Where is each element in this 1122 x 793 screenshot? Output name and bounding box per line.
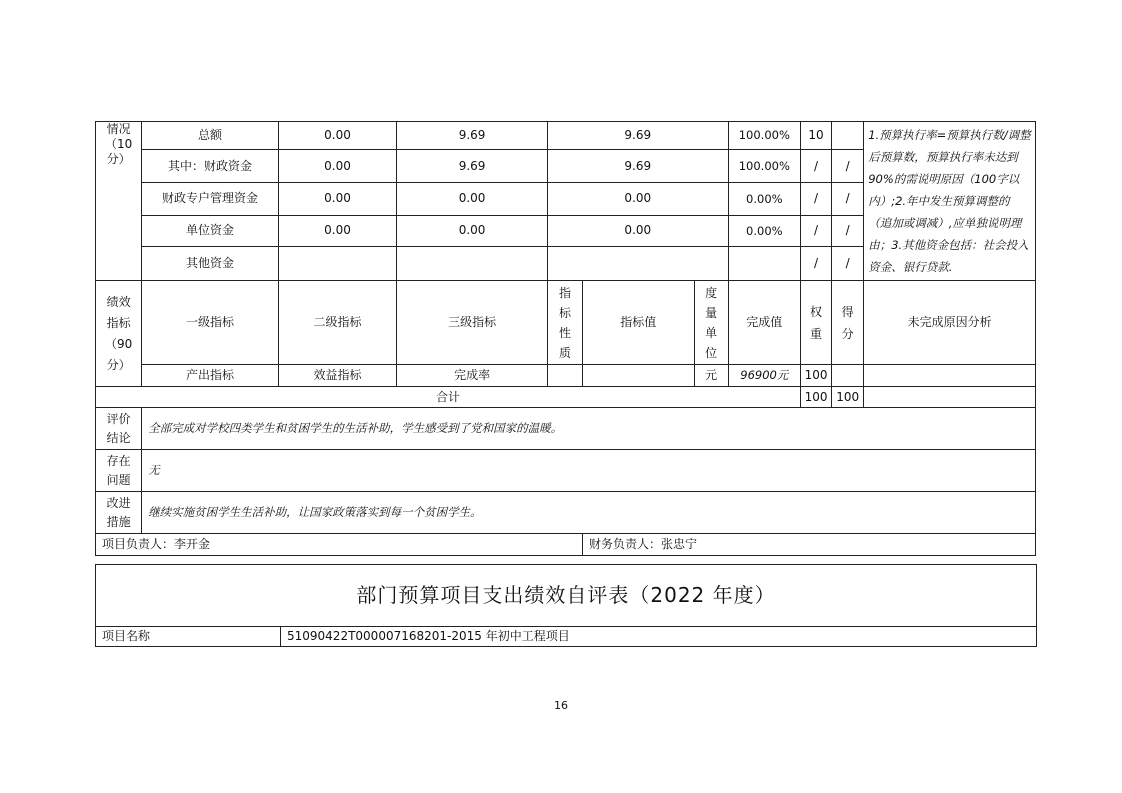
conclusion-row xyxy=(96,408,1036,450)
project-name-label: 项目名称 xyxy=(96,627,281,647)
perf-level1: 产出指标 xyxy=(142,365,279,387)
budget-rate: 0.00% xyxy=(728,215,800,247)
conclusion-text: 全部完成对学校四类学生和贫困学生的生活补助，学生感受到了党和国家的温暖。 xyxy=(142,408,1036,450)
problems-text: 无 xyxy=(142,450,1036,492)
perf-data-row xyxy=(96,365,1036,387)
perf-unit: 元 xyxy=(694,365,728,387)
total-score: 100 xyxy=(832,387,864,408)
budget-c2: 9.69 xyxy=(397,122,548,150)
perf-reason xyxy=(864,365,1036,387)
budget-weight: 10 xyxy=(800,122,831,150)
improve-text: 继续实施贫困学生生活补助，让国家政策落实到每一个贫困学生。 xyxy=(142,492,1036,534)
perf-value xyxy=(583,365,694,387)
header-value: 指标值 xyxy=(583,281,694,365)
page-number: 16 xyxy=(554,699,568,712)
budget-c1: 0.00 xyxy=(278,150,397,183)
budget-weight: / xyxy=(800,182,831,215)
form2-table xyxy=(95,564,1037,647)
project-owner: 项目负责人：李开金 xyxy=(96,534,583,556)
header-level3: 三级指标 xyxy=(397,281,548,365)
budget-section-label: 情况 （10 分） xyxy=(96,122,142,281)
header-weight: 权 重 xyxy=(800,281,831,365)
perf-section-label: 绩效 指标 （90 分） xyxy=(96,281,142,387)
budget-rate: 100.00% xyxy=(728,150,800,183)
budget-name: 其他资金 xyxy=(142,247,279,281)
header-score: 得 分 xyxy=(832,281,864,365)
budget-rate: 0.00% xyxy=(728,182,800,215)
budget-c1: 0.00 xyxy=(278,182,397,215)
total-label: 合计 xyxy=(96,387,801,408)
header-nature: 指 标 性 质 xyxy=(547,281,582,365)
budget-c1: 0.00 xyxy=(278,122,397,150)
budget-weight: / xyxy=(800,150,831,183)
perf-level2: 效益指标 xyxy=(278,365,397,387)
improve-row xyxy=(96,492,1036,534)
budget-name: 财政专户管理资金 xyxy=(142,182,279,215)
budget-c3: 9.69 xyxy=(547,122,728,150)
budget-score: / xyxy=(832,150,864,183)
budget-row xyxy=(96,122,1036,150)
header-level1: 一级指标 xyxy=(142,281,279,365)
budget-c3: 9.69 xyxy=(547,150,728,183)
budget-c2: 0.00 xyxy=(397,215,548,247)
total-reason xyxy=(864,387,1036,408)
budget-weight: / xyxy=(800,215,831,247)
budget-c3: 0.00 xyxy=(547,182,728,215)
form2-title: 部门预算项目支出绩效自评表（2022 年度） xyxy=(96,565,1037,627)
header-level2: 二级指标 xyxy=(278,281,397,365)
budget-c3: 0.00 xyxy=(547,215,728,247)
improve-label: 改进 措施 xyxy=(96,492,142,534)
budget-c1: 0.00 xyxy=(278,215,397,247)
budget-rate xyxy=(728,247,800,281)
perf-weight: 100 xyxy=(800,365,831,387)
header-reason: 未完成原因分析 xyxy=(864,281,1036,365)
owners-row xyxy=(96,534,1036,556)
header-done: 完成值 xyxy=(728,281,800,365)
budget-c2: 9.69 xyxy=(397,150,548,183)
problems-label: 存在 问题 xyxy=(96,450,142,492)
header-unit: 度 量 单 位 xyxy=(694,281,728,365)
total-row xyxy=(96,387,1036,408)
perf-level3: 完成率 xyxy=(397,365,548,387)
performance-table xyxy=(95,121,1036,556)
conclusion-label: 评价 结论 xyxy=(96,408,142,450)
total-weight: 100 xyxy=(800,387,831,408)
budget-score: / xyxy=(832,182,864,215)
budget-c3 xyxy=(547,247,728,281)
project-name-value: 51090422T000007168201-2015 年初中工程项目 xyxy=(281,627,1037,647)
budget-note: 1.预算执行率=预算执行数/调整后预算数，预算执行率未达到90%的需说明原因（100字以内）;2.年中发生预算调整的（追加或调减）,应单独说明理由；3.其他资金包括：社会投入资金、银行贷款. xyxy=(864,122,1036,281)
perf-score xyxy=(832,365,864,387)
perf-header-row xyxy=(96,281,1036,365)
budget-c1 xyxy=(278,247,397,281)
budget-name: 其中：财政资金 xyxy=(142,150,279,183)
budget-score: / xyxy=(832,247,864,281)
budget-rate: 100.00% xyxy=(728,122,800,150)
finance-owner: 财务负责人：张忠宁 xyxy=(583,534,1036,556)
budget-score: / xyxy=(832,215,864,247)
budget-name: 总额 xyxy=(142,122,279,150)
perf-nature xyxy=(547,365,582,387)
problems-row xyxy=(96,450,1036,492)
budget-weight: / xyxy=(800,247,831,281)
budget-c2 xyxy=(397,247,548,281)
budget-c2: 0.00 xyxy=(397,182,548,215)
budget-name: 单位资金 xyxy=(142,215,279,247)
perf-done: 96900元 xyxy=(728,365,800,387)
budget-score xyxy=(832,122,864,150)
